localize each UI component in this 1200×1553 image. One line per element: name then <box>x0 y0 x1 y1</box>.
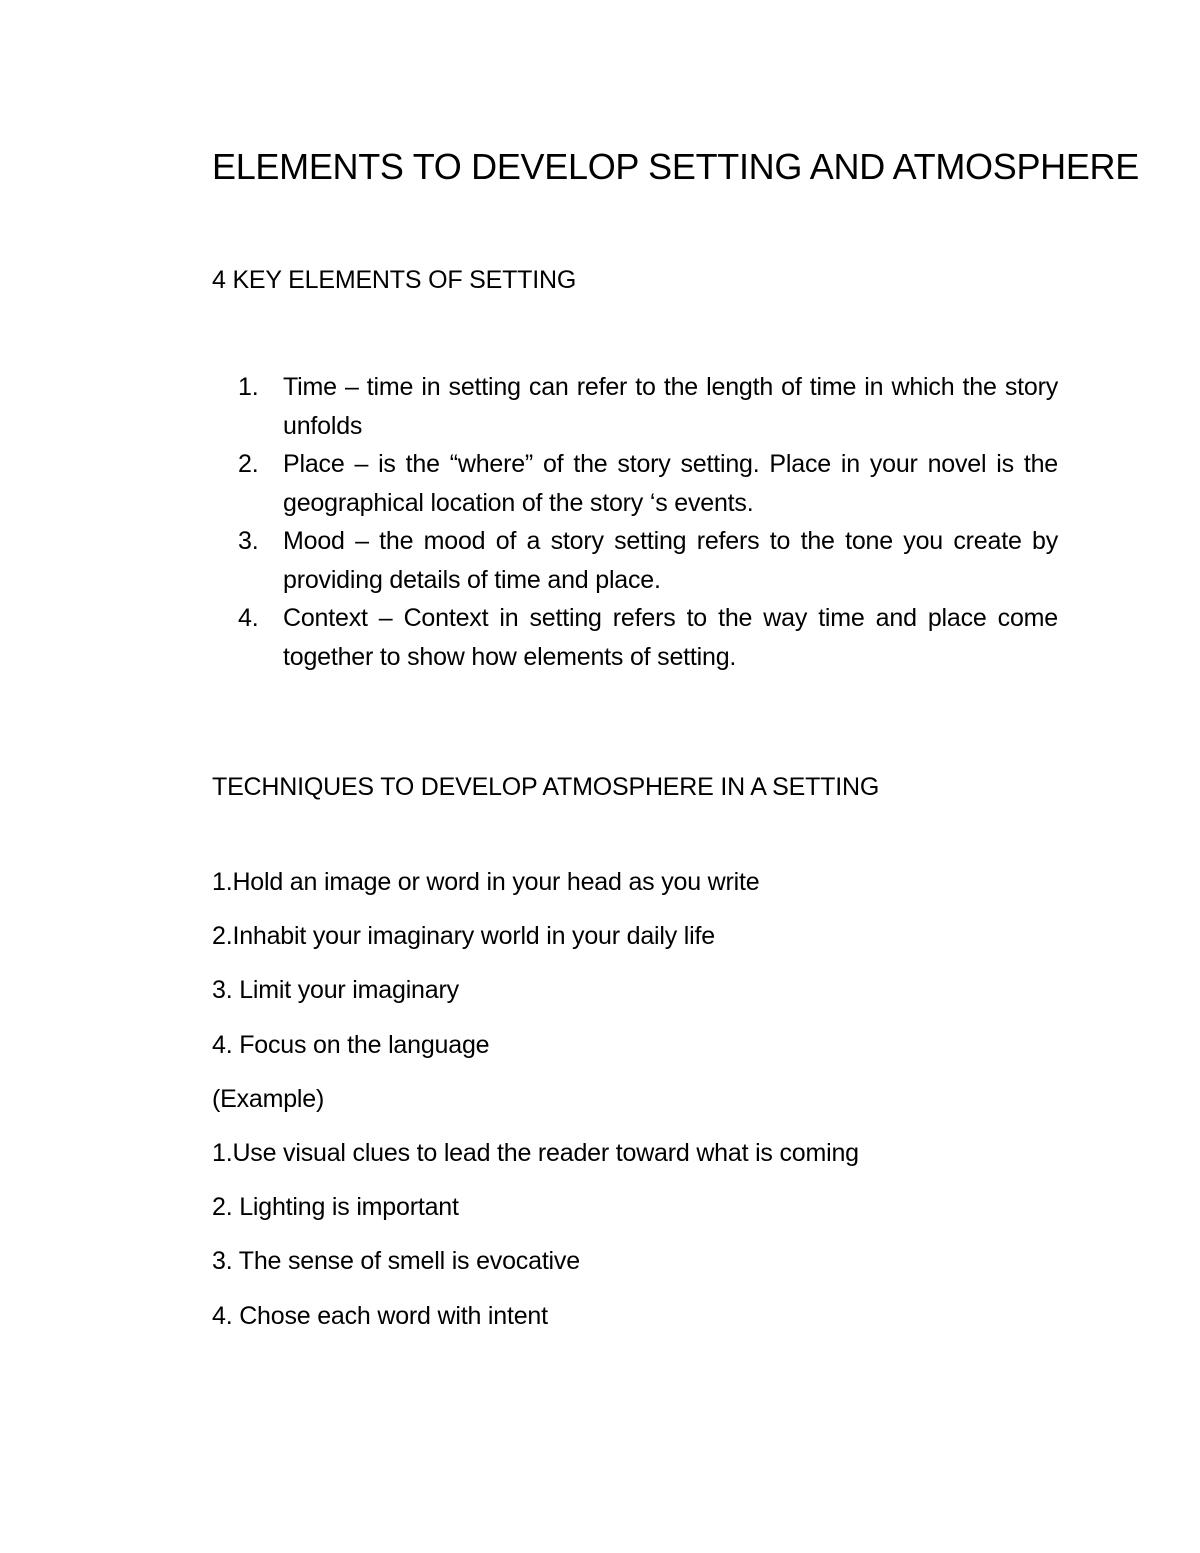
list-item <box>238 599 1058 676</box>
list-item-text: Place – is the “where” of the story setting. Place in your novel is the geographical location of the story ‘s events. <box>283 450 1058 517</box>
list-item <box>238 522 1058 599</box>
list-item <box>238 445 1058 522</box>
list-item-number: 1. <box>238 373 259 401</box>
key-elements-list <box>238 368 1058 676</box>
list-item-text: Context – Context in setting refers to the way time and place come together to show how elements of setting. <box>283 604 1058 671</box>
example-line: 2. Lighting is important <box>212 1193 459 1222</box>
technique-line: 1.Hold an image or word in your head as you write <box>212 868 760 896</box>
list-item-text: Time – time in setting can refer to the length of time in which the story unfolds <box>283 373 1058 440</box>
list-item-number: 4. <box>238 604 259 632</box>
section-heading-techniques: TECHNIQUES TO DEVELOP ATMOSPHERE IN A SETTING <box>212 773 880 801</box>
document-title: ELEMENTS TO DEVELOP SETTING AND ATMOSPHERE <box>212 146 1139 187</box>
techniques-list <box>212 866 859 1354</box>
section-heading-key-elements: 4 KEY ELEMENTS OF SETTING <box>212 266 577 294</box>
list-item-number: 2. <box>238 450 259 478</box>
example-line: 3. The sense of smell is evocative <box>212 1247 580 1276</box>
example-line: 1.Use visual clues to lead the reader toward what is coming <box>212 1138 859 1167</box>
technique-line: 2.Inhabit your imaginary world in your daily life <box>212 922 715 951</box>
list-item-text: Mood – the mood of a story setting refers to the tone you create by providing details of time and place. <box>283 527 1058 594</box>
example-label: (Example) <box>212 1084 325 1113</box>
list-item-number: 3. <box>238 527 259 555</box>
technique-line: 4. Focus on the language <box>212 1030 490 1059</box>
list-item <box>238 368 1058 445</box>
technique-line: 3. Limit your imaginary <box>212 976 459 1005</box>
example-line: 4. Chose each word with intent <box>212 1301 548 1330</box>
